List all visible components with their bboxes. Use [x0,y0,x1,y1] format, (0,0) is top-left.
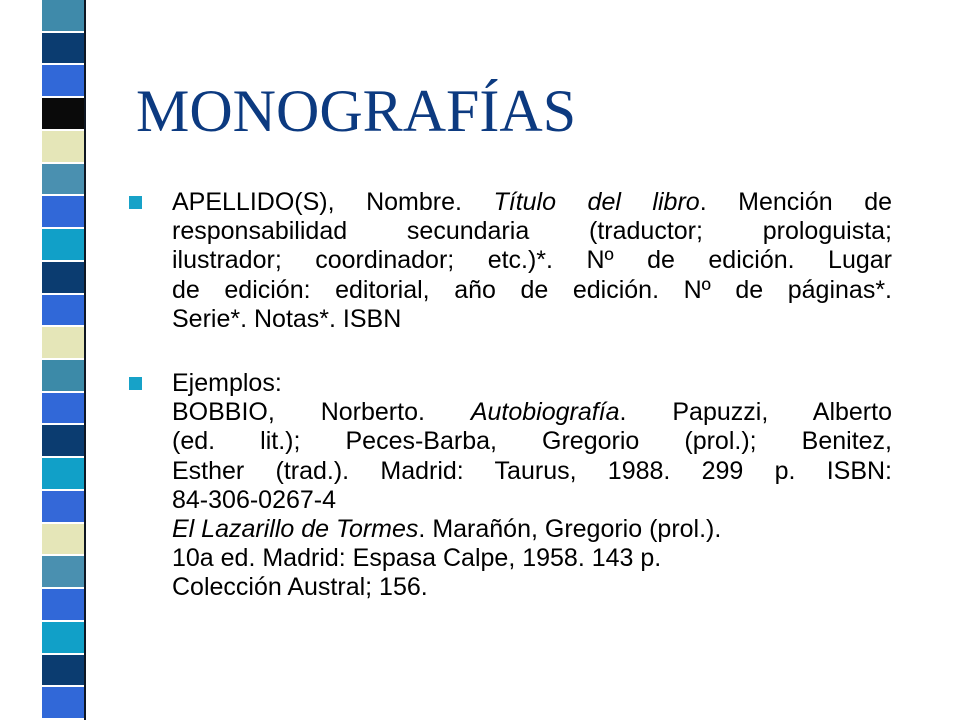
stripe-block [42,524,84,555]
stripe-block [42,0,84,31]
stripe-block [42,65,84,96]
text-line: Esther (trad.). Madrid: Taurus, 1988. 299 p. ISBN: [172,456,892,485]
stripe-block [42,655,84,686]
italic-title: El Lazarillo de Tormes [172,515,419,544]
stripe-block [42,164,84,195]
italic-title: Título del libro [493,188,700,216]
stripe-block [42,360,84,391]
square-bullet-icon [129,196,142,209]
stripe-block [42,458,84,489]
stripe-block [42,98,84,129]
stripe-block [42,589,84,620]
stripe-block [42,491,84,522]
stripe-block [42,262,84,293]
text-segment: . Marañón, Gregorio (prol.). [418,515,722,544]
bullet-text [172,188,892,334]
stripe-block [42,393,84,424]
text-line: responsabilidad secundaria (traductor; prologuista; [172,217,892,246]
stripe-block [42,196,84,227]
text-line: 84-306-0267-4 [172,485,337,514]
text-line [172,515,892,544]
text-line [172,188,892,217]
stripe-block [42,229,84,260]
stripe-block [42,556,84,587]
decorative-stripe-bar [42,0,84,720]
bullet-text [172,369,892,603]
italic-title: Autobiografía [470,398,620,427]
text-segment: . Papuzzi, Alberto [619,398,892,427]
text-line: ilustrador; coordinador; etc.)*. Nº de edición. Lugar [172,246,892,275]
stripe-block [42,687,84,718]
stripe-block [42,33,84,64]
stripe-block [42,295,84,326]
text-line: Ejemplos: [172,369,282,397]
stripe-border-line [84,0,86,720]
text-line: Serie*. Notas*. ISBN [172,304,402,333]
slide-title: MONOGRAFÍAS [136,78,577,144]
stripe-block [42,425,84,456]
stripe-block [42,327,84,358]
text-line: Colección Austral; 156. [172,573,428,602]
text-line: de edición: editorial, año de edición. Nº de páginas*. [172,275,892,304]
stripe-block [42,622,84,653]
text-segment: BOBBIO, Norberto. [172,398,471,427]
square-bullet-icon [129,377,142,390]
text-segment: APELLIDO(S), Nombre. [172,188,494,216]
text-line: (ed. lit.); Peces-Barba, Gregorio (prol.); Benitez, [172,427,892,456]
text-segment: . Mención de [699,188,892,216]
stripe-block [42,131,84,162]
text-line [172,398,892,427]
text-line: 10a ed. Madrid: Espasa Calpe, 1958. 143 p. [172,544,662,573]
